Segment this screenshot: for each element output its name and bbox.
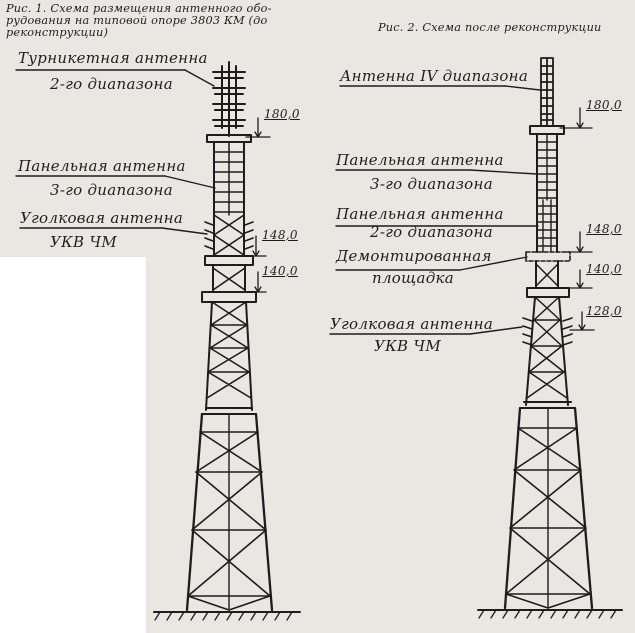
panel-antenna-band3 bbox=[214, 142, 244, 215]
panel2-label-2: 2-го диапазона bbox=[370, 223, 493, 241]
elevation-148-fig1: 148,0 bbox=[262, 228, 298, 242]
elevation-148-fig2: 148,0 bbox=[586, 222, 622, 236]
figure1-caption: Рис. 1. Схема размещения антенного обо- рудования на типовой опоре 3803 КМ (до реконструкции) bbox=[6, 2, 272, 39]
elevation-180-fig1: 180,0 bbox=[264, 107, 300, 121]
panel3-label-1: Панельная антенна bbox=[336, 151, 504, 169]
figure1-tower bbox=[16, 62, 300, 620]
elevation-140-fig1: 140,0 bbox=[262, 264, 298, 278]
elevation-140-fig2: 140,0 bbox=[586, 262, 622, 276]
dismantled-platform-label-1: Демонтированная bbox=[336, 247, 492, 265]
corner-antenna-fig2-label-1: Уголковая антенна bbox=[330, 315, 494, 333]
panel-antenna-band3-fig2 bbox=[537, 134, 557, 200]
panel-antenna-label-1: Панельная антенна bbox=[18, 157, 186, 175]
panel-antenna-band2-fig2 bbox=[537, 200, 557, 252]
turnstile-antenna-label-2: 2-го диапазона bbox=[50, 75, 173, 93]
antenna-band4 bbox=[541, 58, 553, 126]
corner-antenna-label-2: УКВ ЧМ bbox=[50, 233, 117, 251]
corner-antenna-label-1: Уголковая антенна bbox=[20, 209, 184, 227]
elevation-128-fig2: 128,0 bbox=[586, 304, 622, 318]
panel-antenna-label-2: 3-го диапазона bbox=[50, 181, 173, 199]
panel3-label-2: 3-го диапазона bbox=[370, 175, 493, 193]
turnstile-antenna-label-1: Турникетная антенна bbox=[18, 49, 208, 67]
panel2-label-1: Панельная антенна bbox=[336, 205, 504, 223]
figure2-caption: Рис. 2. Схема после реконструкции bbox=[378, 21, 602, 34]
dismantled-platform-label-2: площадка bbox=[372, 269, 455, 287]
antenna-band4-label: Антенна IV диапазона bbox=[340, 67, 529, 85]
elevation-180-fig2: 180,0 bbox=[586, 98, 622, 112]
corner-antenna-fig2-label-2: УКВ ЧМ bbox=[374, 337, 441, 355]
